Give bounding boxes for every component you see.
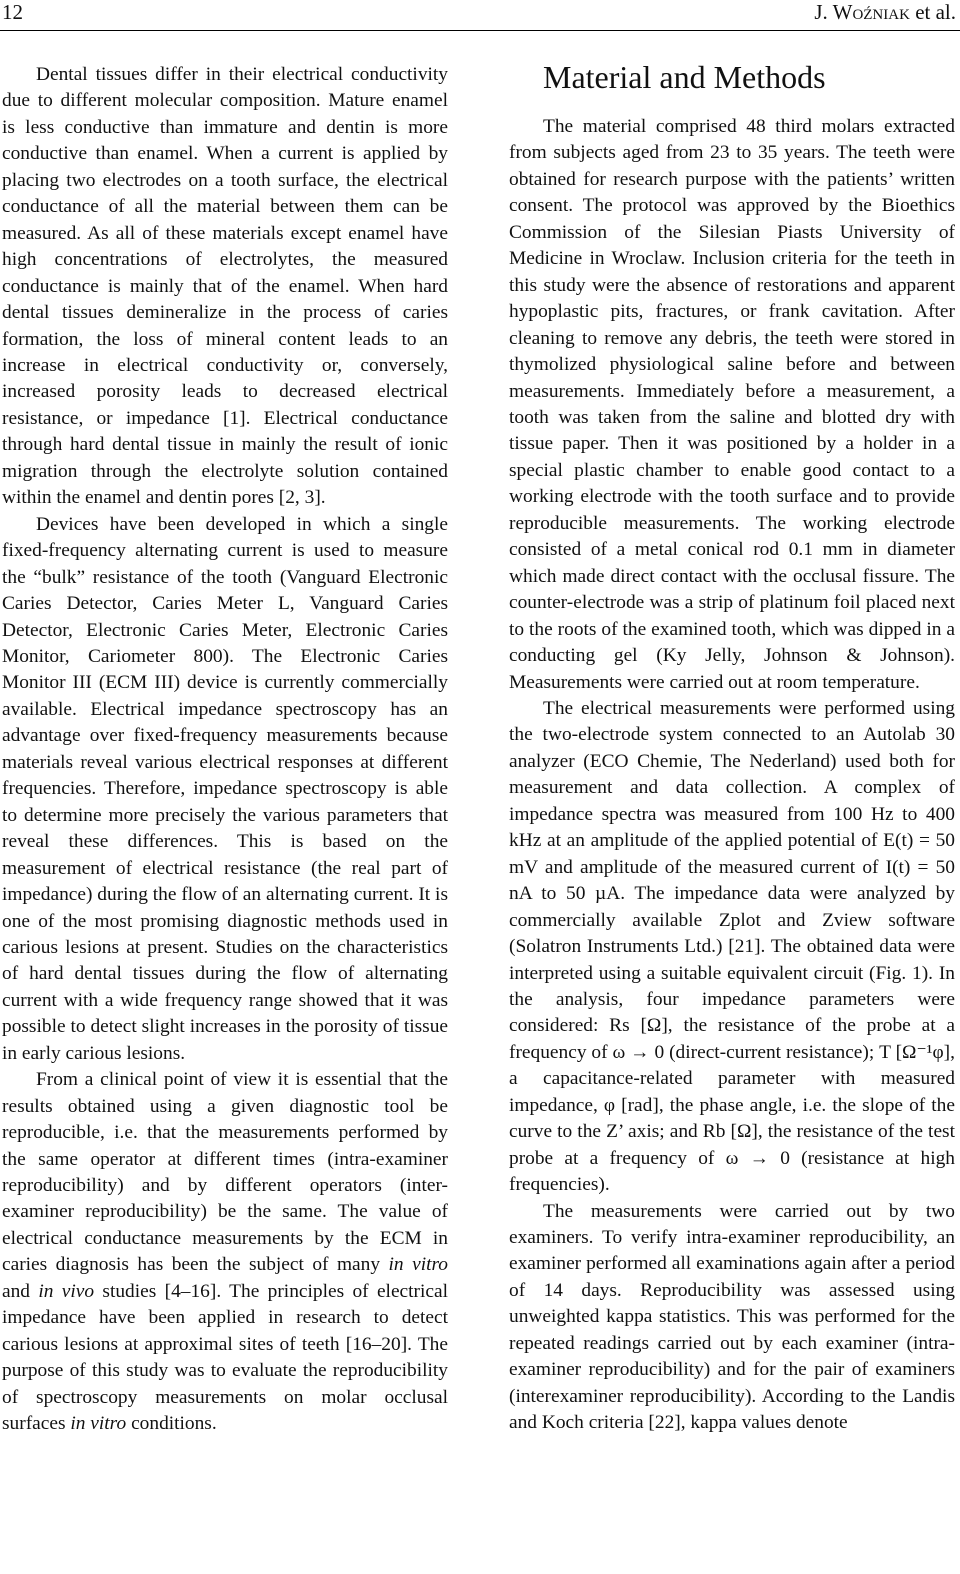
p3-italic-2: in vivo	[38, 1280, 95, 1302]
methods-paragraph-1: The material comprised 48 third molars extracted from subjects aged from 23 to 35 years. The teeth were obtained for research purpose with the patients’ written consent. The protocol was approved by the Bioethics Commission of the Silesian Piasts University of Medicine in Wroclaw. Inclusion criteria for the teeth in this study were the absence of restorations and apparent hypoplastic pits, fractures, or frank cavitation. After cleaning to remove any debris, the teeth were stored in thymolized physiological saline before and between measurements. Immediately before a measurement, a tooth was taken from the saline and blotted dry with tissue paper. Then it was positioned by a holder in a special plastic chamber to enable good contact to a working electrode with the tooth surface and to provide reproducible measurements. The working electrode consisted of a metal conical rod 0.1 mm in diameter which made direct contact with the occlusal fissure. The counter-electrode was a strip of platinum foil placed next to the roots of the examined tooth, which was dipped in a conducting gel (Ky Jelly, Johnson & Johnson). Measurements were carried out at room temperature.	[509, 116, 955, 693]
author-surname: oźniak	[852, 0, 910, 24]
p3-text-c: studies [4–16]. The principles of electrical impedance have been applied in research to detect carious lesions at approximal sites of teeth [16–20]. The purpose of this study was to evaluate the reproducibility of spectroscopy measurements on molar occlusal surfaces	[2, 1280, 448, 1435]
left-column	[2, 62, 448, 1438]
author-initial: J. W	[814, 0, 853, 24]
p3-italic-3: in vitro	[70, 1413, 127, 1435]
right-column	[509, 58, 955, 1437]
p3-text-a: From a clinical point of view it is essential that the results obtained using a given diagnostic tool be reproducible, i.e. that the measurements performed by the same operator at different times (intra-examiner reproducibility) and by different operators (inter-examiner reproducibility) be the same. The value of electrical conductance measurements by the ECM in caries diagnosis has been the subject of many	[2, 1069, 448, 1276]
author-etal: et al.	[909, 0, 956, 24]
methods-paragraph-2: The electrical measurements were performed using the two-electrode system connected to an Autolab 30 analyzer (ECO Chemie, The Nederland) used both for measurement and data collection. A complex of impedance spectra was measured from 100 Hz to 400 kHz at an amplitude of the applied potential of E(t) = 50 mV and amplitude of the measured current of I(t) = 50 nA to 50 µA. The impedance data were analyzed by commercially available Zplot and Zview software (Solatron Instruments Ltd.) [21]. The obtained data were interpreted using a suitable equivalent circuit (Fig. 1). In the analysis, four impedance parameters were considered: Rs [Ω], the resistance of the probe at a frequency of ω → 0 (direct-current resistance); T [Ω⁻¹φ], a capacitance-related parameter with measured impedance, φ [rad], the phase angle, i.e. the slope of the curve to the Z’ axis; and Rb [Ω], the resistance of the test probe at a frequency of ω → 0 (resistance at high frequencies).	[509, 697, 955, 1196]
p3-text-b: and	[2, 1280, 39, 1302]
p3-italic-1: in vitro	[388, 1254, 448, 1276]
paragraph-2: Devices have been developed in which a single fixed-frequency alternating current is used to measure the “bulk” resistance of the tooth (Vanguard Electronic Caries Detector, Caries Meter L, Vanguard Caries Detector, Electronic Caries Meter, Electronic Caries Monitor, Cariometer 800). The Electronic Caries Monitor III (ECM III) device is currently commercially available. Electrical impedance spectroscopy has an advantage over fixed-frequency measurements because materials reveal various electrical responses at different frequencies. Therefore, impedance spectroscopy is able to determine more precisely the various parameters that reveal these differences. This is based on the measurement of electrical resistance (the real part of impedance) during the flow of an alternating current. It is one of the most promising diagnostic methods used in carious lesions at present. Studies on the characteristics of hard dental tissues during the flow of alternating current with a wide frequency range showed that it was possible to detect slight increases in the porosity of tissue in early carious lesions.	[2, 513, 448, 1064]
section-title: Material and Methods	[543, 59, 826, 95]
page-number: 12	[2, 0, 23, 24]
p3-text-d: conditions.	[126, 1413, 217, 1435]
paragraph-3	[2, 1067, 448, 1437]
methods-paragraph-3: The measurements were carried out by two examiners. To verify intra-examiner reproducibility, an examiner performed all examinations again after a period of 14 days. Reproducibility was assessed using unweighted kappa statistics. This was performed for the repeated readings carried out by each examiner (intra-examiner reproducibility) and for the pair of examiners (interexaminer reproducibility). According to the Landis and Koch criteria [22], kappa values denote	[509, 1200, 955, 1434]
page-header	[0, 0, 960, 31]
running-head	[814, 0, 956, 24]
paragraph-1: Dental tissues differ in their electrical conductivity due to different molecular composition. Mature enamel is less conductive than immature and dentin is more conductive than enamel. When a current is applied by placing two electrodes on a tooth surface, the electrical conductance of all the material between them can be measured. As all of these materials except enamel have high concentrations of electrolytes, the measured conductance is mainly that of the enamel. When hard dental tissues demineralize in the process of caries formation, the loss of mineral content leads to an increase in electrical conductivity or, conversely, increased porosity leads to decreased electrical resistance, or impedance [1]. Electrical conductance through hard dental tissue in mainly the result of ionic migration through the electrolyte solution contained within the enamel and dentin pores [2, 3].	[2, 64, 448, 509]
